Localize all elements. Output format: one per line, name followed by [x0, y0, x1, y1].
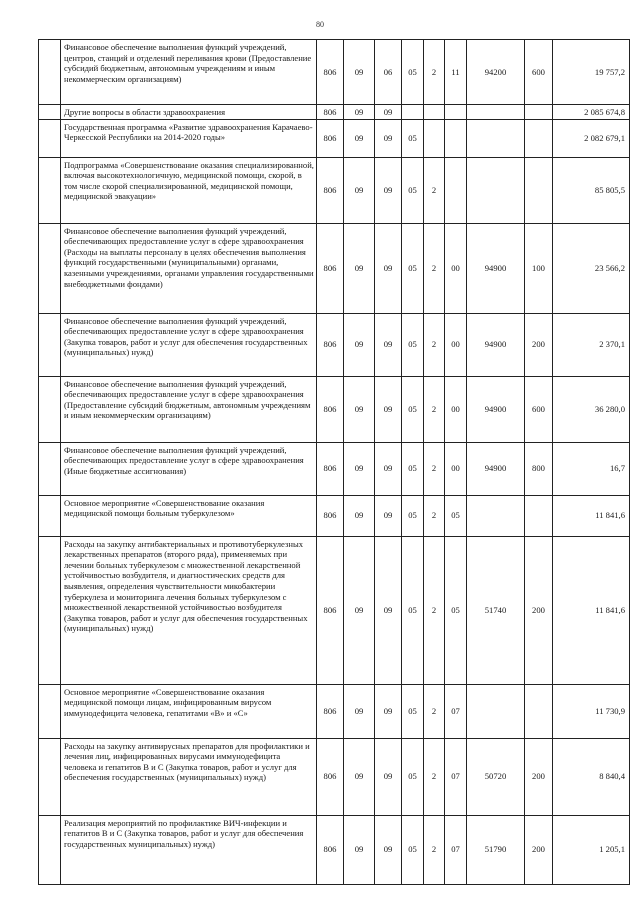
- expense-type-code: [525, 495, 553, 536]
- expense-type-code: 200: [525, 313, 553, 376]
- main-activity-code: 00: [445, 313, 467, 376]
- ministry-code: 806: [317, 738, 344, 815]
- blank-cell: [39, 223, 61, 313]
- expense-type-code: [525, 119, 553, 157]
- table-row: [39, 738, 630, 815]
- subsection-code: 09: [375, 313, 402, 376]
- expense-type-code: [525, 105, 553, 120]
- main-activity-code: [445, 119, 467, 157]
- blank-cell: [39, 684, 61, 738]
- row-name: Финансовое обеспечение выполнения функций учреждений, обеспечивающих предоставление услуг в сфере здравоохранения (Расходы на выплаты персоналу в целях обеспечения выполнения функций государственными (муниципальными) органами, казенными учреждениями, органами управления государственными внебюджетными фондами): [61, 223, 317, 313]
- program-code: 05: [402, 119, 424, 157]
- direction-code: 51790: [467, 815, 525, 884]
- budget-table: [38, 39, 630, 885]
- table-row: [39, 684, 630, 738]
- row-name: Финансовое обеспечение выполнения функций учреждений, обеспечивающих предоставление услуг в сфере здравоохранения (Закупка товаров, работ и услуг для обеспечения государственных (муниципальных) нужд): [61, 313, 317, 376]
- main-activity-code: [445, 157, 467, 223]
- section-code: 09: [344, 815, 375, 884]
- ministry-code: 806: [317, 223, 344, 313]
- expense-type-code: 200: [525, 738, 553, 815]
- ministry-code: 806: [317, 495, 344, 536]
- amount: 1 205,1: [553, 815, 630, 884]
- subprogram-code: 2: [424, 40, 445, 105]
- amount: 8 840,4: [553, 738, 630, 815]
- amount: 11 730,9: [553, 684, 630, 738]
- main-activity-code: 11: [445, 40, 467, 105]
- program-code: 05: [402, 223, 424, 313]
- row-name: Расходы на закупку антибактериальных и противотуберкулезных лекарственных препаратов (второго ряда), применяемых при лечении больных туберкулезом с множественной лекарственной устойчивостью возбудителя, и диагностических средств для выявления, определения чувствительности микобактерии туберкулеза и мониторинга лечения больных туберкулезом с множественной лекарственной устойчивостью возбудителя (Закупка товаров, работ и услуг для обеспечения государственных (муниципальных) нужд): [61, 536, 317, 684]
- table-row: [39, 157, 630, 223]
- direction-code: 51740: [467, 536, 525, 684]
- direction-code: [467, 157, 525, 223]
- section-code: 09: [344, 738, 375, 815]
- page-number: 80: [316, 20, 324, 29]
- blank-cell: [39, 105, 61, 120]
- ministry-code: 806: [317, 40, 344, 105]
- ministry-code: 806: [317, 536, 344, 684]
- section-code: 09: [344, 684, 375, 738]
- direction-code: 50720: [467, 738, 525, 815]
- subprogram-code: 2: [424, 684, 445, 738]
- subsection-code: 09: [375, 738, 402, 815]
- main-activity-code: [445, 105, 467, 120]
- section-code: 09: [344, 536, 375, 684]
- ministry-code: 806: [317, 119, 344, 157]
- main-activity-code: 07: [445, 815, 467, 884]
- row-name: Расходы на закупку антивирусных препаратов для профилактики и лечения лиц, инфицированных вирусами иммунодефицита человека и гепатитов В и С (Закупка товаров, работ и услуг для обеспечения государственных (муниципальных) нужд): [61, 738, 317, 815]
- subprogram-code: [424, 105, 445, 120]
- blank-cell: [39, 536, 61, 684]
- row-name: Финансовое обеспечение выполнения функций учреждений, обеспечивающих предоставление услуг в сфере здравоохранения (Предоставление субсидий бюджетным, автономным учреждениям и иным некоммерческим организациям): [61, 376, 317, 442]
- amount: 16,7: [553, 442, 630, 495]
- subsection-code: 09: [375, 442, 402, 495]
- program-code: 05: [402, 376, 424, 442]
- section-code: 09: [344, 376, 375, 442]
- blank-cell: [39, 815, 61, 884]
- program-code: 05: [402, 40, 424, 105]
- direction-code: [467, 684, 525, 738]
- direction-code: 94900: [467, 376, 525, 442]
- blank-cell: [39, 376, 61, 442]
- subsection-code: 09: [375, 495, 402, 536]
- program-code: 05: [402, 495, 424, 536]
- expense-type-code: 200: [525, 536, 553, 684]
- table-row: [39, 119, 630, 157]
- subprogram-code: 2: [424, 223, 445, 313]
- subsection-code: 09: [375, 536, 402, 684]
- section-code: 09: [344, 442, 375, 495]
- section-code: 09: [344, 313, 375, 376]
- blank-cell: [39, 157, 61, 223]
- row-name: Основное мероприятие «Совершенствование оказания медицинской помощи больным туберкулезом»: [61, 495, 317, 536]
- blank-cell: [39, 119, 61, 157]
- blank-cell: [39, 40, 61, 105]
- expense-type-code: [525, 684, 553, 738]
- main-activity-code: 00: [445, 442, 467, 495]
- subprogram-code: 2: [424, 495, 445, 536]
- subprogram-code: 2: [424, 442, 445, 495]
- amount: 2 085 674,8: [553, 105, 630, 120]
- section-code: 09: [344, 119, 375, 157]
- expense-type-code: 100: [525, 223, 553, 313]
- row-name: Реализация мероприятий по профилактике ВИЧ-инфекции и гепатитов В и С (Закупка товаров, работ и услуг для обеспечения государственных муниципальных) нужд): [61, 815, 317, 884]
- ministry-code: 806: [317, 313, 344, 376]
- expense-type-code: 800: [525, 442, 553, 495]
- amount: 23 566,2: [553, 223, 630, 313]
- amount: 2 082 679,1: [553, 119, 630, 157]
- subsection-code: 09: [375, 157, 402, 223]
- table-row: [39, 105, 630, 120]
- row-name: Подпрограмма «Совершенствование оказания специализированной, включая высокотехнологичную, медицинской помощи, скорой, в том числе скорой специализированной, медицинской помощи, медицинской эвакуации»: [61, 157, 317, 223]
- subprogram-code: [424, 119, 445, 157]
- table-row: [39, 442, 630, 495]
- ministry-code: 806: [317, 157, 344, 223]
- table-row: [39, 223, 630, 313]
- direction-code: [467, 105, 525, 120]
- program-code: 05: [402, 815, 424, 884]
- ministry-code: 806: [317, 442, 344, 495]
- row-name: Другие вопросы в области здравоохранения: [61, 105, 317, 120]
- ministry-code: 806: [317, 815, 344, 884]
- subprogram-code: 2: [424, 536, 445, 684]
- expense-type-code: 200: [525, 815, 553, 884]
- direction-code: [467, 119, 525, 157]
- subprogram-code: 2: [424, 815, 445, 884]
- main-activity-code: 05: [445, 495, 467, 536]
- expense-type-code: [525, 157, 553, 223]
- expense-type-code: 600: [525, 40, 553, 105]
- table-row: [39, 313, 630, 376]
- direction-code: 94900: [467, 223, 525, 313]
- subsection-code: 09: [375, 376, 402, 442]
- subsection-code: 09: [375, 815, 402, 884]
- table-row: [39, 40, 630, 105]
- main-activity-code: 00: [445, 376, 467, 442]
- subsection-code: 06: [375, 40, 402, 105]
- table-row: [39, 536, 630, 684]
- table-row: [39, 495, 630, 536]
- main-activity-code: 07: [445, 738, 467, 815]
- program-code: [402, 105, 424, 120]
- section-code: 09: [344, 157, 375, 223]
- row-name: Финансовое обеспечение выполнения функций учреждений, центров, станций и отделений переливания крови (Предоставление субсидий бюджетным, автономным учреждениям и иным некоммерческим организациям): [61, 40, 317, 105]
- blank-cell: [39, 738, 61, 815]
- program-code: 05: [402, 738, 424, 815]
- subprogram-code: 2: [424, 376, 445, 442]
- subsection-code: 09: [375, 119, 402, 157]
- amount: 85 805,5: [553, 157, 630, 223]
- blank-cell: [39, 495, 61, 536]
- main-activity-code: 05: [445, 536, 467, 684]
- amount: 11 841,6: [553, 536, 630, 684]
- main-activity-code: 07: [445, 684, 467, 738]
- direction-code: 94200: [467, 40, 525, 105]
- program-code: 05: [402, 157, 424, 223]
- table-row: [39, 815, 630, 884]
- program-code: 05: [402, 684, 424, 738]
- blank-cell: [39, 313, 61, 376]
- amount: 11 841,6: [553, 495, 630, 536]
- subsection-code: 09: [375, 223, 402, 313]
- direction-code: 94900: [467, 313, 525, 376]
- subprogram-code: 2: [424, 313, 445, 376]
- ministry-code: 806: [317, 684, 344, 738]
- direction-code: 94900: [467, 442, 525, 495]
- amount: 2 370,1: [553, 313, 630, 376]
- subsection-code: 09: [375, 105, 402, 120]
- program-code: 05: [402, 313, 424, 376]
- section-code: 09: [344, 40, 375, 105]
- row-name: Финансовое обеспечение выполнения функций учреждений, обеспечивающих предоставление услуг в сфере здравоохранения (Иные бюджетные ассигнования): [61, 442, 317, 495]
- amount: 36 280,0: [553, 376, 630, 442]
- program-code: 05: [402, 442, 424, 495]
- expense-type-code: 600: [525, 376, 553, 442]
- ministry-code: 806: [317, 105, 344, 120]
- direction-code: [467, 495, 525, 536]
- section-code: 09: [344, 223, 375, 313]
- section-code: 09: [344, 105, 375, 120]
- blank-cell: [39, 442, 61, 495]
- table-row: [39, 376, 630, 442]
- program-code: 05: [402, 536, 424, 684]
- subsection-code: 09: [375, 684, 402, 738]
- main-activity-code: 00: [445, 223, 467, 313]
- row-name: Основное мероприятие «Совершенствование оказания медицинской помощи лицам, инфицированным вирусом иммунодефицита человека, гепатитами «В» и «С»: [61, 684, 317, 738]
- subprogram-code: 2: [424, 157, 445, 223]
- subprogram-code: 2: [424, 738, 445, 815]
- amount: 19 757,2: [553, 40, 630, 105]
- ministry-code: 806: [317, 376, 344, 442]
- section-code: 09: [344, 495, 375, 536]
- row-name: Государственная программа «Развитие здравоохранения Карачаево-Черкесской Республики на 2014-2020 годы»: [61, 119, 317, 157]
